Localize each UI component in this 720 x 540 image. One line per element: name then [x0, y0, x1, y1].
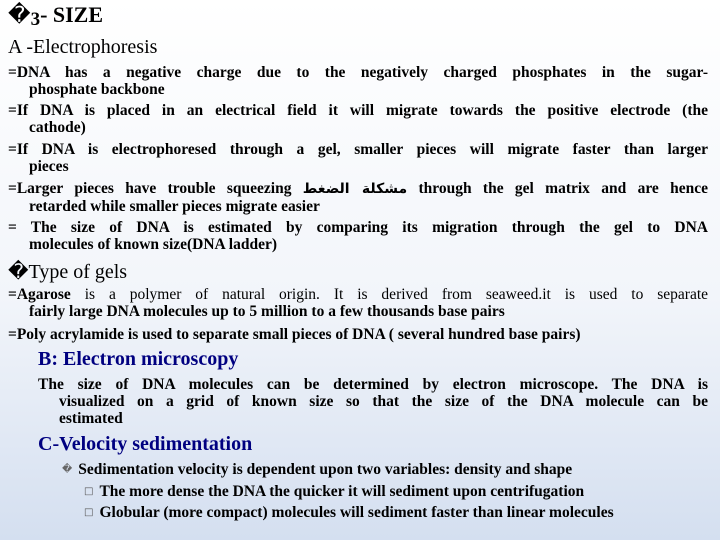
- list-item-sedimentation: � Sedimentation velocity is dependent upon two variables: density and shape: [62, 461, 573, 478]
- paragraph-negative-charge: =DNA has a negative charge due to the negatively charged phosphates in the sugar- phosphate backbone: [8, 64, 708, 98]
- section-a-heading: A -Electrophoresis: [8, 36, 158, 58]
- paragraph-dna-ladder: = The size of DNA is estimated by comparing its migration through the gel to DNA molecules of known size(DNA ladder): [8, 219, 708, 253]
- type-of-gels-heading: �Type of gels: [8, 259, 128, 283]
- paragraph-larger-pieces: =Larger pieces have trouble squeezing مشكلة الضغط through the gel matrix and are hence retarded while smaller pieces migrate easier: [8, 180, 708, 215]
- section-c-heading: C-Velocity sedimentation: [38, 433, 253, 455]
- list-item-dense-dna: □ The more dense the DNA the quicker it will sediment upon centrifugation: [84, 483, 585, 500]
- list-item-globular: □ Globular (more compact) molecules will sediment faster than linear molecules: [84, 504, 614, 521]
- paragraph-electrical-field: =If DNA is placed in an electrical field it will migrate towards the positive electrode (the cathode): [8, 102, 708, 136]
- section-b-heading: B: Electron microscopy: [38, 348, 239, 370]
- paragraph-agarose: =Agarose is a polymer of natural origin. It is derived from seaweed.it is used to separate fairly large DNA molecules up to 5 million to a few thousands base pairs: [8, 286, 709, 320]
- arabic-text: مشكلة الضغط: [302, 181, 408, 197]
- bullet-icon: �: [62, 464, 73, 475]
- paragraph-polyacrylamide: =Poly acrylamide is used to separate small pieces of DNA ( several hundred base pairs): [8, 326, 581, 343]
- square-bullet-icon: □: [84, 486, 94, 497]
- paragraph-electrophoresed: =If DNA is electrophoresed through a gel, smaller pieces will migrate faster than larger pieces: [8, 141, 708, 175]
- paragraph-electron-microscope: The size of DNA molecules can be determined by electron microscope. The DNA is visualized on a grid of known size so that the size of the DNA molecule can be estimated: [38, 376, 708, 427]
- missing-glyph-icon: �: [8, 3, 31, 28]
- missing-glyph-icon: �: [8, 259, 29, 283]
- page-title: �3- SIZE: [8, 2, 104, 30]
- square-bullet-icon: □: [84, 507, 94, 518]
